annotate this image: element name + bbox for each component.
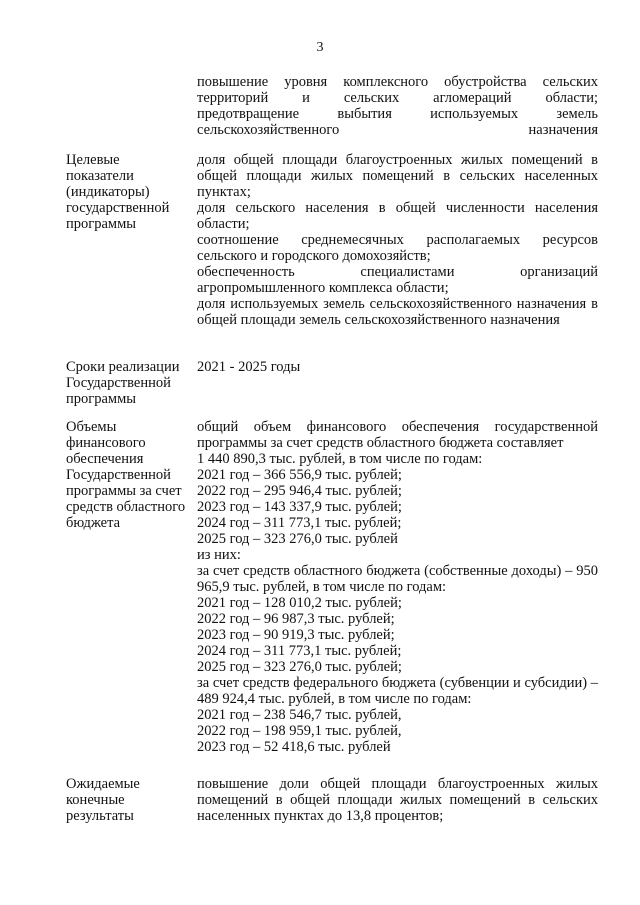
paragraph: повышение доли общей площади благоустроенных жилых помещений в общей площади жилых помещений в сельских населенных пунктах до 13,8 процентов; xyxy=(197,776,598,824)
paragraph: 2023 год – 52 418,6 тыс. рублей xyxy=(197,739,391,755)
paragraph: за счет средств федерального бюджета (субвенции и субсидии) – 489 924,4 тыс. рублей, в том числе по годам: xyxy=(197,675,598,707)
paragraph: 2025 год – 323 276,0 тыс. рублей; xyxy=(197,659,402,675)
paragraph: 2021 год – 238 546,7 тыс. рублей, xyxy=(197,707,402,723)
paragraph: 2023 год – 90 919,3 тыс. рублей; xyxy=(197,627,395,643)
paragraph: 2021 год – 128 010,2 тыс. рублей; xyxy=(197,595,402,611)
paragraph: 2021 - 2025 годы xyxy=(197,359,301,375)
section-label: Сроки реализации Государственной программы xyxy=(66,359,180,407)
section-content xyxy=(197,776,598,824)
paragraph: доля общей площади благоустроенных жилых помещений в общей площади жилых помещений в сельских населенных пунктах; xyxy=(197,152,598,200)
page-number: 3 xyxy=(316,40,324,55)
paragraph: 2022 год – 198 959,1 тыс. рублей, xyxy=(197,723,402,739)
paragraph: доля сельского населения в общей численности населения области; xyxy=(197,200,598,232)
paragraph: общий объем финансового обеспечения государственной программы за счет средств областного бюджета составляет xyxy=(197,419,598,451)
paragraph: соотношение среднемесячных располагаемых ресурсов сельского и городского домохозяйств; xyxy=(197,232,598,264)
section-label: Целевые показатели (индикаторы) государственной программы xyxy=(66,152,170,232)
paragraph: 2022 год – 295 946,4 тыс. рублей; xyxy=(197,483,402,499)
section-content xyxy=(197,152,598,328)
section-content xyxy=(197,419,598,755)
paragraph: повышение уровня комплексного обустройства сельских территорий и сельских агломераций области; xyxy=(197,74,598,106)
paragraph: 2022 год – 96 987,3 тыс. рублей; xyxy=(197,611,395,627)
paragraph: доля используемых земель сельскохозяйственного назначения в общей площади земель сельскохозяйственного назначения xyxy=(197,296,598,328)
paragraph: 1 440 890,3 тыс. рублей, в том числе по годам: xyxy=(197,451,483,467)
paragraph: обеспеченность специалистами организаций агропромышленного комплекса области; xyxy=(197,264,598,296)
section-label: Объемы финансового обеспечения Государственной программы за счет средств областного бюджета xyxy=(66,419,186,531)
paragraph: из них: xyxy=(197,547,241,563)
paragraph: 2021 год – 366 556,9 тыс. рублей; xyxy=(197,467,402,483)
section-label: Ожидаемые конечные результаты xyxy=(66,776,140,824)
paragraph: за счет средств областного бюджета (собственные доходы) – 950 965,9 тыс. рублей, в том числе по годам: xyxy=(197,563,598,595)
paragraph: 2023 год – 143 337,9 тыс. рублей; xyxy=(197,499,402,515)
section-content xyxy=(197,74,598,138)
paragraph: 2024 год – 311 773,1 тыс. рублей; xyxy=(197,515,402,531)
paragraph: 2025 год – 323 276,0 тыс. рублей xyxy=(197,531,398,547)
section-content xyxy=(197,359,598,375)
paragraph: 2024 год – 311 773,1 тыс. рублей; xyxy=(197,643,402,659)
paragraph: предотвращение выбытия используемых земель сельскохозяйственного назначения xyxy=(197,106,598,138)
